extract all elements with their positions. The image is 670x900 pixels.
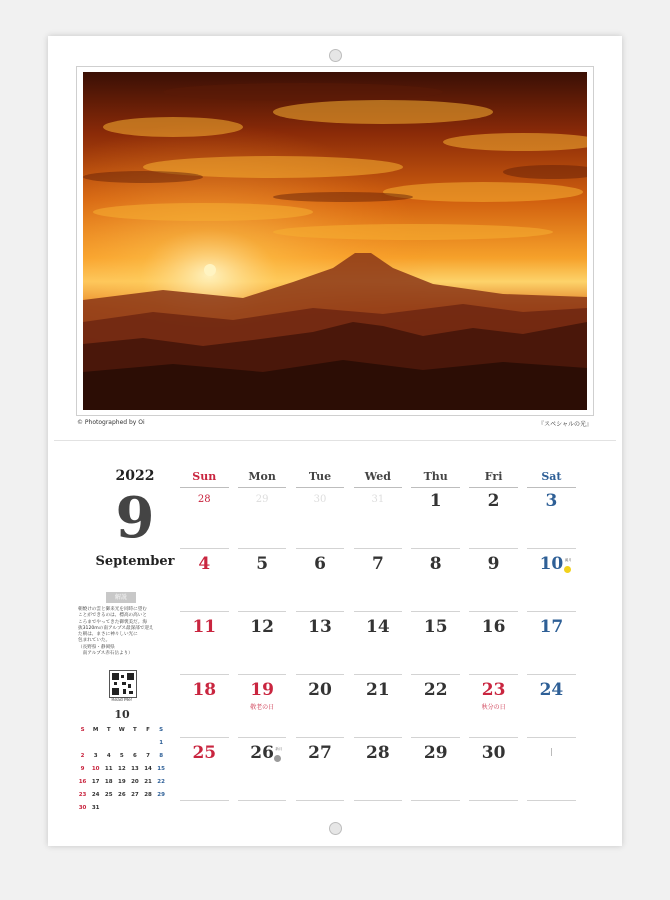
full-moon-icon xyxy=(564,566,571,573)
mini-day: 16 xyxy=(78,779,87,785)
mini-day: 2 xyxy=(80,753,85,759)
mini-day: 12 xyxy=(118,766,126,772)
mini-week-row xyxy=(76,763,168,776)
mini-day xyxy=(115,737,128,750)
day-number: 29 xyxy=(255,494,269,505)
note-text: 朝焼けの雲と御来光を同時に望む ことができるのは、標高の高いと ころまでやってきた御褒美だ。海 抜3120mの南アルプス最深部で迎え た朝は、まさに神々しい光に 包まれていた。 （長野県・静岡県 南アルプス赤石岳より） xyxy=(78,607,154,657)
day-cell xyxy=(180,486,229,549)
day-number: 8 xyxy=(429,554,442,574)
day-number: 15 xyxy=(423,617,448,637)
day-number: 30 xyxy=(313,494,327,505)
day-number: 18 xyxy=(192,680,217,700)
day-number: 22 xyxy=(423,680,448,700)
day-cell xyxy=(296,549,345,612)
day-cell xyxy=(354,486,403,549)
mini-day: 10 xyxy=(91,766,100,772)
mini-day xyxy=(141,737,154,750)
mini-calendar-weekdays xyxy=(76,724,168,737)
day-cell xyxy=(238,549,287,612)
qr-label: Read Me! xyxy=(111,698,133,703)
mini-day: 3 xyxy=(93,753,98,759)
day-cell xyxy=(238,612,287,675)
mini-weekday: T xyxy=(133,727,137,733)
mini-day xyxy=(128,737,141,750)
bottom-hanging-hole xyxy=(329,822,342,835)
mini-weekday: F xyxy=(146,727,150,733)
mini-day xyxy=(76,737,89,750)
mini-weekday: T xyxy=(106,727,111,733)
day-cell xyxy=(527,549,576,612)
day-cell xyxy=(296,675,345,738)
day-cell xyxy=(469,549,518,612)
day-cell xyxy=(411,738,460,801)
holiday-label: 敬老の日 xyxy=(250,704,275,711)
day-cell xyxy=(354,738,403,801)
mini-weekday: W xyxy=(118,727,125,733)
mini-day: 7 xyxy=(146,753,150,759)
mini-day: 4 xyxy=(106,753,111,759)
day-cell xyxy=(469,486,518,549)
photo-credit: © Photographed by Oi xyxy=(77,419,145,426)
sunrise-mount-fuji-photo xyxy=(83,72,587,410)
day-cell xyxy=(411,549,460,612)
weekday-mon: Mon xyxy=(238,464,287,488)
section-divider xyxy=(54,440,616,441)
day-cell xyxy=(411,486,460,549)
mini-week-row xyxy=(76,802,168,815)
week-row xyxy=(180,675,585,738)
day-cell xyxy=(180,549,229,612)
day-number: 11 xyxy=(192,617,217,637)
day-number: 14 xyxy=(366,617,390,637)
day-number: 10 xyxy=(539,554,564,574)
day-number: 2 xyxy=(487,491,500,511)
day-number: 6 xyxy=(314,554,326,574)
mini-day: 25 xyxy=(104,792,113,798)
day-number: 26 xyxy=(250,743,274,763)
day-number: 12 xyxy=(250,617,274,637)
mini-weekday: M xyxy=(92,727,99,733)
next-month-mini-calendar xyxy=(76,708,168,815)
day-number: 21 xyxy=(366,680,390,700)
mini-day xyxy=(115,802,128,815)
day-cell xyxy=(238,486,287,549)
year-label: 2022 xyxy=(115,468,155,484)
day-cell xyxy=(527,486,576,549)
mini-day: 23 xyxy=(78,792,87,798)
empty-day-marker xyxy=(551,748,552,756)
day-number: 13 xyxy=(308,617,332,637)
weekday-header-row xyxy=(180,464,585,486)
day-number: 28 xyxy=(366,743,390,763)
mini-week-row xyxy=(76,750,168,763)
day-number: 5 xyxy=(256,554,269,574)
day-cell xyxy=(469,612,518,675)
day-number: 31 xyxy=(371,494,385,505)
day-number: 19 xyxy=(250,680,274,700)
weekday-sun: Sun xyxy=(180,464,229,488)
day-cell xyxy=(296,612,345,675)
day-number: 7 xyxy=(371,554,384,574)
day-cell xyxy=(354,675,403,738)
day-cell xyxy=(411,612,460,675)
mini-day: 5 xyxy=(119,753,124,759)
month-number: 9 xyxy=(115,485,155,551)
mini-day: 28 xyxy=(144,792,152,798)
weekday-fri: Fri xyxy=(469,464,518,488)
month-grid xyxy=(180,464,585,801)
qr-code[interactable] xyxy=(109,670,137,698)
mini-week-row xyxy=(76,776,168,789)
weekday-sat: Sat xyxy=(527,464,576,488)
week-row xyxy=(180,549,585,612)
mini-day: 13 xyxy=(131,766,139,772)
note-title: 解説 xyxy=(106,592,136,603)
photo-title: 『スペシャルの光』 xyxy=(538,421,592,428)
day-cell xyxy=(238,675,287,738)
mini-week-row xyxy=(76,737,168,750)
mini-day: 22 xyxy=(157,779,165,785)
mini-day xyxy=(102,737,115,750)
mini-day: 30 xyxy=(78,805,87,811)
day-number: 16 xyxy=(481,617,506,637)
mini-day: 24 xyxy=(91,792,100,798)
day-cell xyxy=(411,675,460,738)
day-number: 28 xyxy=(197,494,211,505)
mini-day: 11 xyxy=(104,766,113,772)
top-hanging-hole xyxy=(329,49,342,62)
mini-day: 21 xyxy=(144,779,152,785)
mini-day: 26 xyxy=(118,792,126,798)
mini-day: 19 xyxy=(118,779,126,785)
day-cell xyxy=(354,612,403,675)
day-cell xyxy=(238,738,287,801)
day-number: 29 xyxy=(423,743,448,763)
day-number: 30 xyxy=(481,743,506,763)
day-cell xyxy=(469,675,518,738)
weekday-wed: Wed xyxy=(354,464,403,488)
week-row xyxy=(180,738,585,801)
day-cell xyxy=(296,738,345,801)
day-number: 20 xyxy=(308,680,332,700)
mini-weekday: S xyxy=(80,727,85,733)
mini-day: 14 xyxy=(144,766,152,772)
mini-day: 6 xyxy=(133,753,137,759)
day-number: 24 xyxy=(539,680,564,700)
mini-day: 17 xyxy=(91,779,100,785)
day-number: 4 xyxy=(198,554,211,574)
moon-phase-label: 新月 xyxy=(275,747,283,751)
calendar-page xyxy=(48,36,622,846)
day-number: 9 xyxy=(487,554,500,574)
mini-day: 20 xyxy=(131,779,139,785)
mini-day xyxy=(128,802,141,815)
holiday-label: 秋分の日 xyxy=(481,704,506,711)
day-number: 25 xyxy=(192,743,217,763)
day-number: 27 xyxy=(308,743,332,763)
day-cell xyxy=(527,612,576,675)
photo-frame xyxy=(76,66,594,416)
day-cell xyxy=(180,675,229,738)
mini-weekday: S xyxy=(159,727,164,733)
day-cell xyxy=(469,738,518,801)
weekday-tue: Tue xyxy=(296,464,345,488)
mini-day: 1 xyxy=(159,740,164,746)
mini-day: 15 xyxy=(157,766,165,772)
mini-day xyxy=(102,802,115,815)
day-cell xyxy=(527,675,576,738)
mini-day xyxy=(89,737,102,750)
mini-day: 31 xyxy=(91,805,100,811)
mini-week-row xyxy=(76,789,168,802)
day-number: 1 xyxy=(429,491,442,511)
weekday-thu: Thu xyxy=(411,464,460,488)
mini-day: 18 xyxy=(104,779,113,785)
day-number: 17 xyxy=(539,617,564,637)
moon-phase-label: 満月 xyxy=(564,558,572,562)
mini-day: 9 xyxy=(80,766,85,772)
day-cell xyxy=(354,549,403,612)
day-cell xyxy=(180,612,229,675)
week-row xyxy=(180,612,585,675)
day-cell xyxy=(180,738,229,801)
month-name: September xyxy=(95,554,175,569)
day-number: 3 xyxy=(545,491,558,511)
day-number: 23 xyxy=(481,680,506,700)
day-cell xyxy=(527,738,576,801)
week-row xyxy=(180,486,585,549)
mini-day xyxy=(155,802,168,815)
mini-calendar-month: 10 xyxy=(114,708,130,721)
mini-day xyxy=(141,802,154,815)
day-cell xyxy=(296,486,345,549)
mini-day: 8 xyxy=(159,753,164,759)
mini-day: 27 xyxy=(131,792,139,798)
mini-day: 29 xyxy=(157,792,165,798)
